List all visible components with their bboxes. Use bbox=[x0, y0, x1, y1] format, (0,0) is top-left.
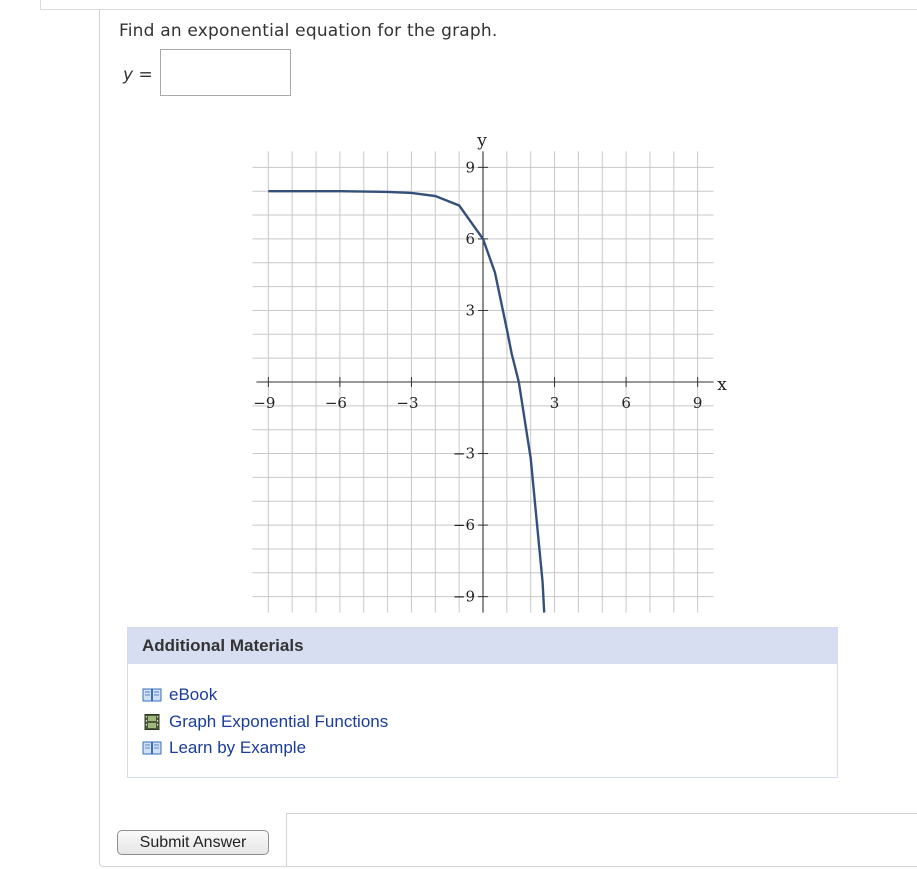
material-ebook-link[interactable] bbox=[142, 682, 388, 709]
y-tick-label: 3 bbox=[465, 301, 475, 320]
submit-divider-h bbox=[286, 813, 917, 814]
material-ebook-label[interactable]: eBook bbox=[169, 685, 218, 705]
book-icon bbox=[142, 740, 162, 756]
answer-input[interactable] bbox=[160, 49, 291, 96]
y-tick-label: −3 bbox=[452, 444, 475, 463]
x-tick-label: −3 bbox=[396, 394, 419, 412]
materials-list bbox=[142, 682, 388, 762]
y-equals-label bbox=[123, 65, 153, 85]
x-tick-label: −6 bbox=[324, 394, 347, 412]
x-tick-label: 6 bbox=[621, 394, 631, 412]
material-graph-exp-link[interactable] bbox=[142, 709, 388, 736]
additional-materials-panel bbox=[127, 627, 838, 778]
axes bbox=[256, 151, 713, 612]
x-tick-label: 3 bbox=[549, 394, 560, 412]
y-tick-label: −9 bbox=[452, 587, 475, 606]
submit-divider-v bbox=[286, 813, 287, 866]
additional-materials-heading: Additional Materials bbox=[128, 628, 837, 664]
y-axis-label: y bbox=[477, 131, 487, 151]
material-learn-label[interactable]: Learn by Example bbox=[169, 738, 307, 758]
y-tick-label: 9 bbox=[465, 158, 475, 177]
submit-answer-button[interactable]: Submit Answer bbox=[117, 830, 269, 855]
exponential-graph bbox=[250, 128, 730, 613]
material-learn-link[interactable] bbox=[142, 735, 388, 762]
y-tick-label: 6 bbox=[465, 229, 475, 248]
x-tick-label: −9 bbox=[253, 394, 276, 412]
material-graph-exp-label[interactable]: Graph Exponential Functions bbox=[169, 711, 389, 731]
x-tick-label: 9 bbox=[692, 394, 703, 412]
x-axis-label: x bbox=[717, 375, 727, 395]
book-icon bbox=[142, 687, 162, 703]
y-tick-label: −6 bbox=[452, 516, 475, 535]
question-prompt: Find an exponential equation for the graph. bbox=[119, 21, 498, 41]
film-icon bbox=[142, 714, 162, 730]
y-equals-text: y = bbox=[123, 65, 153, 85]
